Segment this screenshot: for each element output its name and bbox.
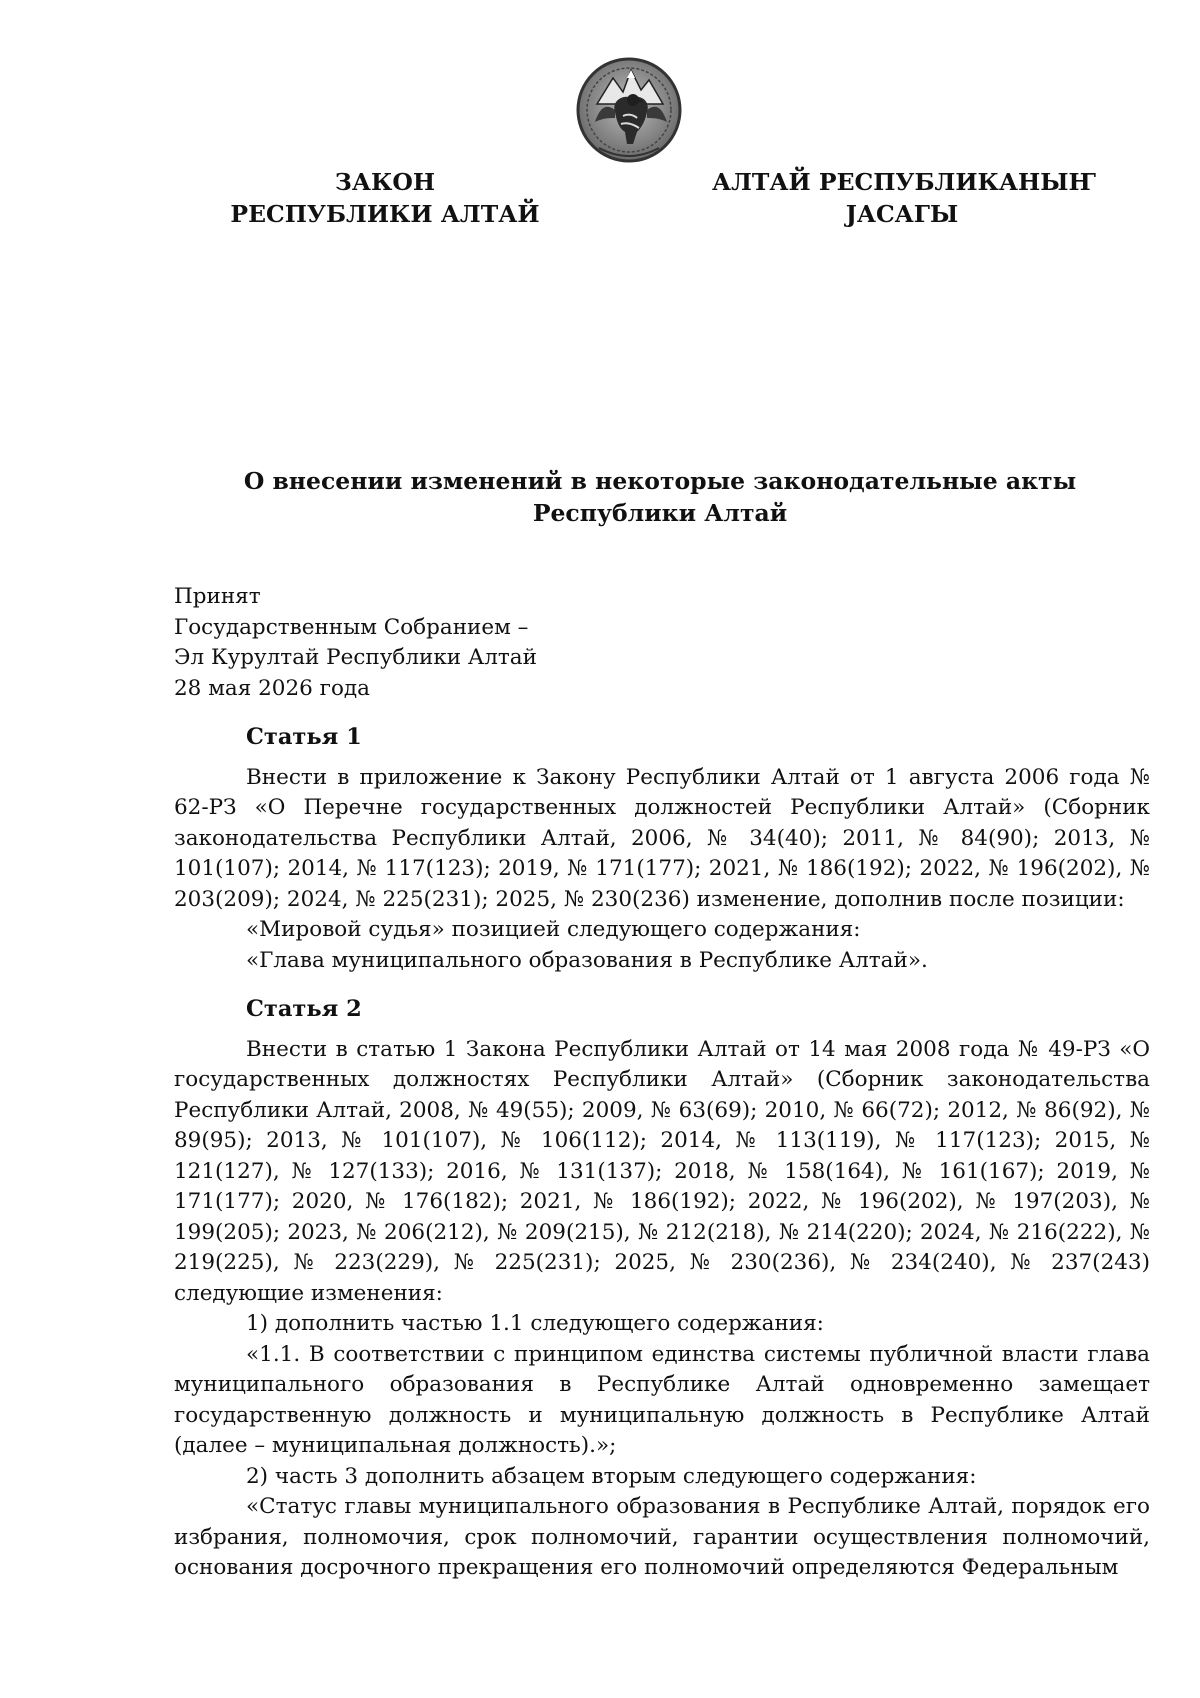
article-2-paragraph: Внести в статью 1 Закона Республики Алтай от 14 мая 2008 года № 49-РЗ «О государственных должностях Республики Алтай» (Сборник законодательства Республики Алтай, 2008, № 49(55); 2009, № 63(69); 2010, № 66(72); 2012, № 86(92), № 89(95); 2013, № 101(107), № 106(112); 2014, № 113(119), № 117(123); 2015, № 121(127), № 127(133); 2016, № 131(137); 2018, № 158(164), № 161(167); 2019, № 171(177); 2020, № 176(182); 2021, № 186(192); 2022, № 196(202), № 197(203), № 199(205); 2023, № 206(212), № 209(215), № 212(218), № 214(220); 2024, № 216(222), № 219(225), № 223(229), № 225(231); 2025, № 230(236), № 234(240), № 237(243) следующие изменения: xyxy=(174,1036,1150,1306)
law-header-russian xyxy=(210,166,560,230)
adoption-block xyxy=(174,582,537,704)
law-title xyxy=(160,465,1160,529)
header-left-line1: ЗАКОН xyxy=(334,168,436,196)
law-header-altai xyxy=(712,166,1096,230)
article-2-paragraph: 1) дополнить частью 1.1 следующего содержания: xyxy=(246,1311,824,1336)
adoption-date: 28 мая 2026 года xyxy=(174,675,370,701)
article-2-paragraph: «1.1. В соответствии с принципом единства системы публичной власти глава муниципального образования в Республике Алтай одновременно замещает государственную должность и муниципальную должность в Республике Алтай (далее – муниципальная должность).»; xyxy=(174,1341,1150,1458)
header-right-line1: АЛТАЙ РЕСПУБЛИКАНЫҤ xyxy=(712,168,1096,196)
law-body xyxy=(174,722,1150,1584)
header-left-line2: РЕСПУБЛИКИ АЛТАЙ xyxy=(230,200,540,228)
article-1-paragraph: «Мировой судья» позицией следующего содержания: xyxy=(246,917,861,942)
republic-altai-coat-of-arms-icon xyxy=(575,52,683,168)
article-2-paragraph: «Статус главы муниципального образования в Республике Алтай, порядок его избрания, полномочия, срок полномочий, гарантии осуществления полномочий, основания досрочного прекращения его полномочий определяются Федеральным xyxy=(174,1494,1150,1580)
article-1-paragraph: «Глава муниципального образования в Республике Алтай». xyxy=(246,947,928,973)
law-title-line2: Республики Алтай xyxy=(532,499,788,527)
adoption-line1: Принят xyxy=(174,584,261,609)
article-2-paragraph: 2) часть 3 дополнить абзацем вторым следующего содержания: xyxy=(246,1463,977,1489)
article-1-paragraph: Внести в приложение к Закону Республики Алтай от 1 августа 2006 года № 62-РЗ «О Перечне государственных должностей Республики Алтай» (Сборник законодательства Республики Алтай, 2006, № 34(40); 2011, № 84(90); 2013, № 101(107); 2014, № 117(123); 2019, № 171(177); 2021, № 186(192); 2022, № 196(202), № 203(209); 2024, № 225(231); 2025, № 230(236) изменение, дополнив после позиции: xyxy=(174,764,1150,912)
header-right-line2: ЈАСАГЫ xyxy=(845,200,959,228)
adoption-line2: Государственным Собранием – xyxy=(174,614,529,640)
article-2-heading: Статья 2 xyxy=(246,996,362,1022)
article-1-heading: Статья 1 xyxy=(246,724,362,750)
article-spacer xyxy=(174,976,1150,994)
law-title-line1: О внесении изменений в некоторые законодательные акты xyxy=(243,467,1077,495)
adoption-line3: Эл Курултай Республики Алтай xyxy=(174,645,537,670)
